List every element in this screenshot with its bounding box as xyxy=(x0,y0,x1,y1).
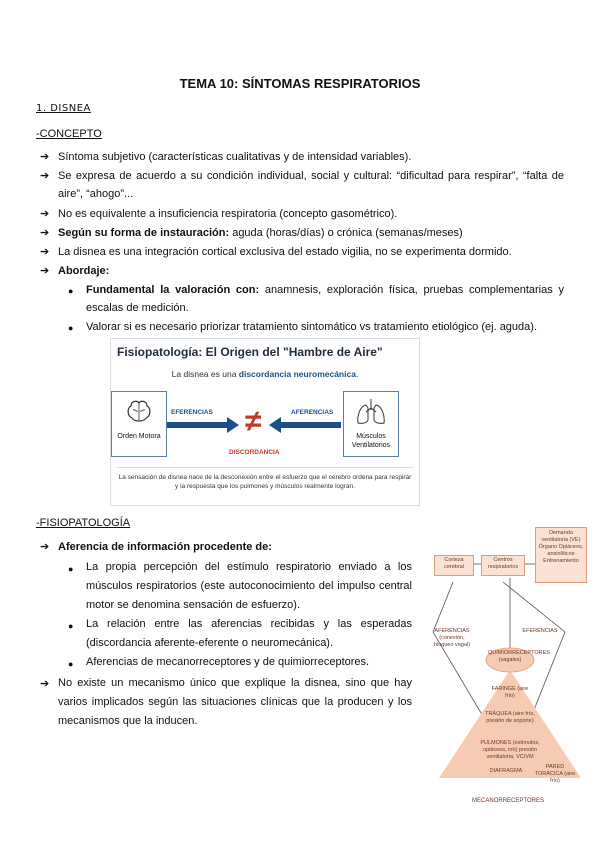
demanda-box: Demanda ventilatoria (VE) Órgano Opiáceos, ansiolíticos Entrenamiento xyxy=(535,527,587,583)
concepto-item: Síntoma subjetivo (características cualitativas y de intensidad variables). xyxy=(58,151,412,163)
quimio-label: QUIMIORRECEPTORES (vagales) xyxy=(488,650,550,663)
subtitle-emphasis: discordancia neuromecánica xyxy=(238,369,356,379)
arrow-icon: ➔ xyxy=(40,246,50,258)
concepto-heading: -CONCEPTO xyxy=(36,128,102,140)
diafragma-label: DIAFRAGMA xyxy=(489,768,523,774)
bullet-icon: ● xyxy=(68,621,74,631)
arrow-icon: ➔ xyxy=(40,265,50,277)
arrow-icon: ➔ xyxy=(40,208,50,220)
concepto-item: La disnea es una integración cortical exclusiva del estado vigilia, no se experimenta dormido. xyxy=(58,246,512,258)
abordaje-item xyxy=(86,282,564,299)
fisio-item-line: La propia percepción del estímulo respiratorio enviado a los xyxy=(86,561,412,573)
musculos-label: Músculos Ventilatorios xyxy=(351,433,391,449)
arrow-icon: ➔ xyxy=(40,170,50,182)
eferencias-label: EFERENCIAS xyxy=(522,628,558,634)
aferencias-arrow-head xyxy=(269,417,281,433)
arrow-icon: ➔ xyxy=(40,227,50,239)
orden-motora-box xyxy=(111,391,167,457)
concepto-item: Se expresa de acuerdo a su condición individual, social y cultural: “dificultad para respirar”, “falta de xyxy=(58,170,564,182)
abordaje-item-label: Fundamental la valoración con: xyxy=(86,284,260,296)
brain-icon xyxy=(124,396,154,426)
no-existe-line: No existe un mecanismo único que explique la disnea, sino que hay xyxy=(58,677,412,689)
eferencias-label: EFERENCIAS xyxy=(171,409,213,416)
page-title: TEMA 10: SÍNTOMAS RESPIRATORIOS xyxy=(179,76,421,91)
concepto-item-cont: aire”, “ahogo”... xyxy=(58,188,134,200)
aferencias-label: AFERENCIAS (conexión, bloqueo vagal) xyxy=(433,628,471,648)
musculos-box xyxy=(343,391,399,457)
fisio-item-line: músculos respiratorios (este autoconocimiento del impulso central xyxy=(86,580,412,592)
no-existe-line: varios implicados según las situaciones clínicas que la producen y los xyxy=(58,696,412,708)
infographic-title: Fisiopatología: El Origen del "Hambre de Aire" xyxy=(117,345,383,359)
bullet-icon: ● xyxy=(68,659,74,669)
fisio-item-line: motor se denomina sensación de esfuerzo). xyxy=(86,599,301,611)
pulmones-label: PULMONES (estímulos, opiáceos, inh) presión ventilatoria, VC/VM xyxy=(480,740,540,760)
orden-motora-label: Orden Motora xyxy=(117,433,161,440)
fisio-item-line: Aferencias de mecanorreceptores y de quimiorreceptores. xyxy=(86,656,370,668)
bullet-icon: ● xyxy=(68,323,74,333)
infographic-subtitle xyxy=(111,369,419,379)
aferencias-arrow-shaft xyxy=(281,422,341,428)
subtitle-pre: La disnea es una xyxy=(171,369,239,379)
arrow-icon: ➔ xyxy=(40,678,50,690)
no-existe-line: mecanismos que la inducen. xyxy=(58,715,198,727)
abordaje-item: Valorar si es necesario priorizar tratamiento sintomático vs tratamiento etiológico (ej. aguda). xyxy=(86,321,537,333)
faringe-label: FARINGE (aire frío) xyxy=(491,686,529,699)
not-equal-icon: ≠ xyxy=(245,405,262,438)
abordaje-item-text: anamnesis, exploración física, pruebas complementarias y xyxy=(259,284,564,296)
fisiopatologia-infographic xyxy=(110,338,420,506)
eferencias-arrow-shaft xyxy=(167,422,227,428)
fisiopatologia-heading: -FISIOPATOLOGÍA xyxy=(36,517,131,529)
subtitle-post: . xyxy=(355,369,359,379)
traquea-label: TRÁQUEA (aire frío, presión de soporte) xyxy=(485,711,535,724)
concepto-item: No es equivalente a insuficiencia respiratoria (concepto gasométrico). xyxy=(58,208,398,220)
discordancia-label: DISCORDANCIA xyxy=(229,449,280,456)
abordaje-item-cont: escalas de medición. xyxy=(86,302,189,314)
corteza-box: Corteza cerebral xyxy=(434,555,474,576)
mecano-label: MECANORRECEPTORES xyxy=(472,798,544,804)
arrow-icon: ➔ xyxy=(40,151,50,163)
bullet-icon: ● xyxy=(68,286,74,296)
instauracion-item xyxy=(58,225,564,242)
fisio-item-line: (discordancia aferente-eferente o neuromecánica). xyxy=(86,637,334,649)
aferencias-label: AFERENCIAS xyxy=(291,409,334,416)
instauracion-label: Según su forma de instauración: xyxy=(58,227,230,239)
infographic-footer: La sensación de disnea nace de la desconexión entre el esfuerzo que el cerebro ordena para respirar y la respuesta que los pulmones y músculos realmente logran. xyxy=(118,474,412,490)
instauracion-text: aguda (horas/días) o crónica (semanas/meses) xyxy=(229,227,463,239)
divider xyxy=(117,467,413,468)
abordaje-heading: Abordaje: xyxy=(58,265,110,277)
pared-label: PARED TORÁCICA (aire frío) xyxy=(534,764,576,784)
lungs-icon xyxy=(354,396,388,428)
section-heading-disnea: 1. DISNEA xyxy=(36,103,91,114)
fisio-item-line: La relación entre las aferencias recibidas y las esperadas xyxy=(86,618,412,630)
centros-box: Centros respiratorios xyxy=(481,555,525,576)
aferencia-heading: Aferencia de información procedente de: xyxy=(58,541,272,553)
eferencias-arrow-head xyxy=(227,417,239,433)
bullet-icon: ● xyxy=(68,564,74,574)
arrow-icon: ➔ xyxy=(40,541,50,553)
